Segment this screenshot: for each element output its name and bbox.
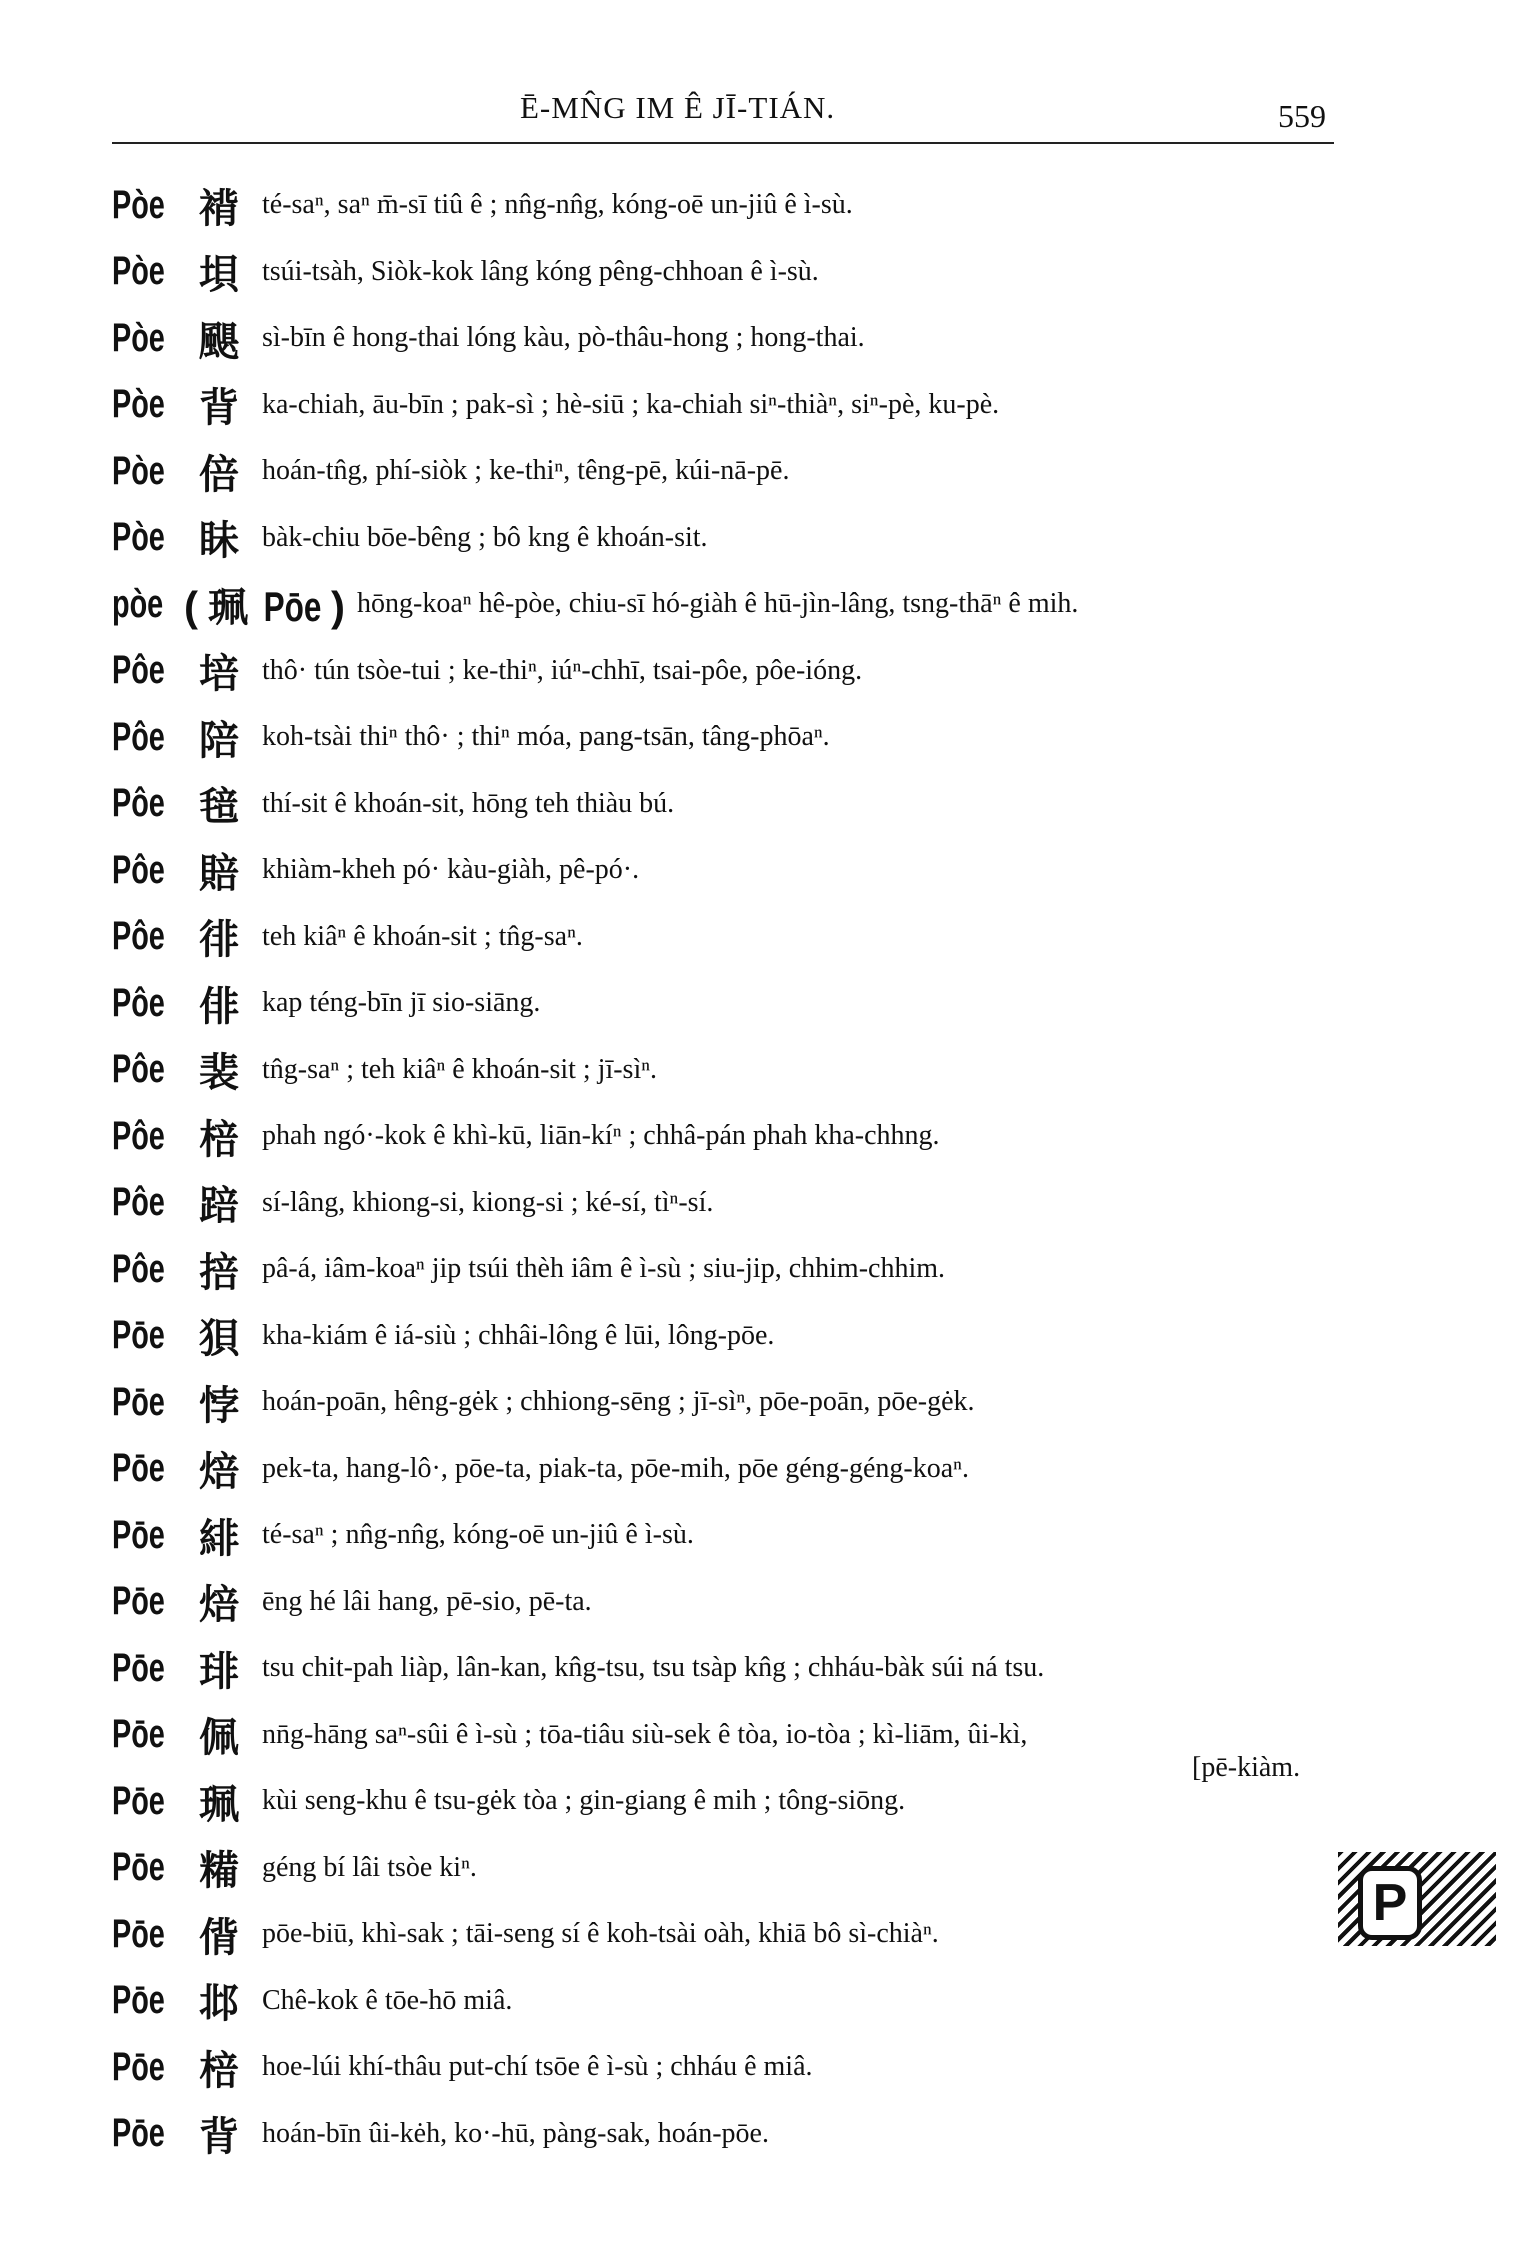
- entry-romanization: Pōe: [112, 1778, 165, 1823]
- entry-character: 糒: [199, 1848, 239, 1895]
- entry-variant-reading: Pōe: [263, 582, 322, 630]
- entry-definition: sí-lâng, khiong-si, kiong-si ; ké-sí, tìⁿ-sí.: [262, 1186, 714, 1218]
- letter-thumb-tab: [1338, 1852, 1496, 1946]
- entry-character: 焙: [199, 1449, 239, 1496]
- header-rule: [112, 142, 1334, 144]
- dictionary-entry: [112, 1569, 1352, 1636]
- entry-definition: té-saⁿ ; nn̂g-nn̂g, kóng-oē un-jiû ê ì-sù.: [262, 1519, 694, 1551]
- entry-definition: té-saⁿ, saⁿ m̄-sī tiû ê ; nn̂g-nn̂g, kóng-oē un-jiû ê ì-sù.: [262, 189, 853, 221]
- entry-definition-continuation: [pē-kiàm.: [1192, 1751, 1301, 1783]
- entry-character: 褙: [199, 185, 239, 232]
- dictionary-entry: [112, 372, 1352, 439]
- entry-character: 偝: [199, 1914, 239, 1961]
- entry-romanization: Pōe: [112, 1446, 165, 1491]
- entry-definition: pâ-á, iâm-koaⁿ jip tsúi thèh iâm ê ì-sù ; siu-jip, chhim-chhim.: [262, 1253, 946, 1285]
- entry-definition: sì-bīn ê hong-thai lóng kàu, pò-thâu-hong ; hong-thai.: [262, 322, 865, 354]
- entry-list: [112, 172, 1352, 2167]
- entry-definition: nn̄g-hāng saⁿ-sûi ê ì-sù ; tōa-tiâu siù-sek ê tòa, io-tòa ; kì-liām, ûi-kì,: [262, 1718, 1028, 1750]
- entry-romanization: Pôe: [112, 980, 165, 1025]
- dictionary-entry: [112, 1768, 1352, 1835]
- dictionary-entry: [112, 305, 1352, 372]
- entry-definition: tn̂g-saⁿ ; teh kiâⁿ ê khoán-sit ; jī-sìⁿ.: [262, 1053, 658, 1085]
- entry-character: 裴: [199, 1050, 239, 1097]
- dictionary-entry: [112, 2101, 1352, 2168]
- dictionary-entry: [112, 771, 1352, 838]
- dictionary-entry: [112, 1303, 1352, 1370]
- entry-character: 毰: [199, 784, 239, 831]
- entry-romanization: Pōe: [112, 2111, 165, 2156]
- entry-character: 焙: [199, 1582, 239, 1629]
- entry-definition: kha-kiám ê iá-siù ; chhâi-lông ê lūi, lông-pōe.: [262, 1319, 775, 1351]
- entry-definition: phah ngó·-kok ê khì-kū, liān-kíⁿ ; chhâ-pán phah kha-chhng.: [262, 1120, 940, 1152]
- entry-definition: tsu chit-pah liàp, lân-kan, kn̂g-tsu, tsu tsàp kn̂g ; chháu-bàk súi ná tsu.: [262, 1652, 1045, 1684]
- entry-definition: bàk-chiu bōe-bêng ; bô kng ê khoán-sit.: [262, 521, 708, 553]
- entry-definition: hoán-tn̂g, phí-siòk ; ke-thiⁿ, têng-pē, kúi-nā-pē.: [262, 455, 790, 487]
- entry-character: 狽: [199, 1316, 239, 1363]
- entry-romanization: Pòe: [112, 515, 165, 560]
- entry-character: 珮: [208, 584, 248, 631]
- entry-definition: thí-sit ê khoán-sit, hōng teh thiàu bú.: [262, 787, 675, 819]
- dictionary-entry: [112, 505, 1352, 572]
- entry-romanization: Pōe: [112, 1978, 165, 2023]
- entry-romanization: Pôe: [112, 1113, 165, 1158]
- dictionary-entry: [112, 1103, 1352, 1170]
- entry-definition: pōe-biū, khì-sak ; tāi-seng sí ê koh-tsài oàh, khiā bô sì-chiàⁿ.: [262, 1918, 939, 1950]
- entry-definition: ka-chiah, āu-bīn ; pak-sì ; hè-siū ; ka-chiah siⁿ-thiàⁿ, siⁿ-pè, ku-pè.: [262, 388, 1000, 420]
- dictionary-entry: [112, 1968, 1352, 2035]
- dictionary-entry: [112, 172, 1352, 239]
- entry-definition: ēng hé lâi hang, pē-sio, pē-ta.: [262, 1585, 592, 1617]
- entry-character: 踣: [199, 1183, 239, 1230]
- entry-character: 颶: [199, 318, 239, 365]
- entry-character: 緋: [199, 1515, 239, 1562]
- entry-romanization: Pòe: [112, 182, 165, 227]
- dictionary-entry: [112, 1502, 1352, 1569]
- entry-definition: pek-ta, hang-lô·, pōe-ta, piak-ta, pōe-mih, pōe géng-géng-koaⁿ.: [262, 1452, 969, 1484]
- entry-character: 悖: [199, 1382, 239, 1429]
- entry-romanization: Pôe: [112, 781, 165, 826]
- entry-definition: hoán-bīn ûi-kėh, ko·-hū, pàng-sak, hoán-pōe.: [262, 2117, 769, 2149]
- entry-romanization: Pōe: [112, 1313, 165, 1358]
- dictionary-entry: [112, 1635, 1352, 1702]
- entry-character: 掊: [199, 1249, 239, 1296]
- dictionary-entry: [112, 638, 1352, 705]
- dictionary-entry: [112, 1702, 1352, 1783]
- entry-romanization: Pôe: [112, 714, 165, 759]
- dictionary-entry: [112, 1835, 1352, 1902]
- entry-definition: khiàm-kheh pó· kàu-giàh, pê-pó·.: [262, 854, 640, 886]
- entry-romanization: Pōe: [112, 1911, 165, 1956]
- entry-character: 琲: [199, 1648, 239, 1695]
- entry-romanization: Pōe: [112, 1512, 165, 1557]
- entry-character: 倍: [199, 451, 239, 498]
- entry-romanization: Pòe: [112, 315, 165, 360]
- entry-character: 棓: [199, 1116, 239, 1163]
- entry-romanization: Pôe: [112, 1047, 165, 1092]
- entry-definition: tsúi-tsàh, Siòk-kok lâng kóng pêng-chhoan ê ì-sù.: [262, 255, 819, 287]
- entry-romanization: Pôe: [112, 1180, 165, 1225]
- dictionary-entry: [112, 704, 1352, 771]
- entry-definition: teh kiâⁿ ê khoán-sit ; tn̂g-saⁿ.: [262, 920, 583, 952]
- dictionary-entry: [112, 904, 1352, 971]
- entry-character: 眛: [199, 518, 239, 565]
- entry-romanization: Pōe: [112, 1845, 165, 1890]
- dictionary-entry: [112, 1901, 1352, 1968]
- dictionary-entry: [112, 438, 1352, 505]
- entry-definition: hoe-lúi khí-thâu put-chí tsōe ê ì-sù ; chháu ê miâ.: [262, 2051, 813, 2083]
- entry-character: 背: [199, 2114, 239, 2161]
- entry-character: 背: [199, 385, 239, 432]
- entry-definition: koh-tsài thiⁿ thô· ; thiⁿ móa, pang-tsān, tâng-phōaⁿ.: [262, 721, 830, 753]
- entry-definition: kap téng-bīn jī sio-siāng.: [262, 987, 541, 1019]
- entry-romanization: pòe: [112, 581, 164, 626]
- entry-character: 賠: [199, 850, 239, 897]
- entry-definition: kùi seng-khu ê tsu-gėk tòa ; gin-giang ê mih ; tông-siōng.: [262, 1785, 906, 1817]
- entry-character: 垻: [199, 252, 239, 299]
- dictionary-entry: [112, 2034, 1352, 2101]
- entry-romanization: Pôe: [112, 1246, 165, 1291]
- dictionary-entry: [112, 1037, 1352, 1104]
- entry-romanization: Pòe: [112, 382, 165, 427]
- entry-definition: Chê-kok ê tōe-hō miâ.: [262, 1984, 513, 2016]
- entry-definition: hōng-koaⁿ hê-pòe, chiu-sī hó-giàh ê hū-jìn-lâng, tsng-thāⁿ ê mih.: [357, 588, 1079, 620]
- entry-romanization: Pōe: [112, 2044, 165, 2089]
- entry-romanization: Pôe: [112, 847, 165, 892]
- dictionary-entry: [112, 1170, 1352, 1237]
- entry-character: 俳: [199, 983, 239, 1030]
- entry-romanization: Pòe: [112, 448, 165, 493]
- entry-romanization: Pôe: [112, 648, 165, 693]
- entry-romanization: Pōe: [112, 1712, 165, 1757]
- entry-definition: hoán-poān, hêng-gėk ; chhiong-sēng ; jī-sìⁿ, pōe-poān, pōe-gėk.: [262, 1386, 975, 1418]
- entry-romanization: Pòe: [112, 249, 165, 294]
- entry-variant-group: ( 珮 Pōe ): [184, 576, 345, 633]
- entry-romanization: Pōe: [112, 1645, 165, 1690]
- dictionary-entry: [112, 970, 1352, 1037]
- entry-character: 珮: [199, 1781, 239, 1828]
- entry-character: 徘: [199, 917, 239, 964]
- dictionary-entry: [112, 1436, 1352, 1503]
- entry-character: 陪: [199, 717, 239, 764]
- entry-character: 培: [199, 651, 239, 698]
- running-header: Ē-MN̂G IM Ê JĪ-TIÁN.: [520, 90, 836, 125]
- page-number: 559: [1278, 98, 1326, 134]
- dictionary-entry: [112, 239, 1352, 306]
- entry-romanization: Pōe: [112, 1379, 165, 1424]
- entry-definition: géng bí lâi tsòe kiⁿ.: [262, 1851, 477, 1883]
- dictionary-entry: [112, 571, 1352, 638]
- dictionary-entry: [112, 837, 1352, 904]
- entry-character: 邶: [199, 1981, 239, 2028]
- dictionary-entry: [112, 1369, 1352, 1436]
- thumb-tab-letter: P: [1358, 1866, 1422, 1940]
- entry-romanization: Pôe: [112, 914, 165, 959]
- entry-romanization: Pōe: [112, 1579, 165, 1624]
- entry-character: 棓: [199, 2047, 239, 2094]
- entry-definition: thô· tún tsòe-tui ; ke-thiⁿ, iúⁿ-chhī, tsai-pôe, pôe-ióng.: [262, 654, 863, 686]
- entry-character: 佩: [199, 1715, 239, 1762]
- dictionary-entry: [112, 1236, 1352, 1303]
